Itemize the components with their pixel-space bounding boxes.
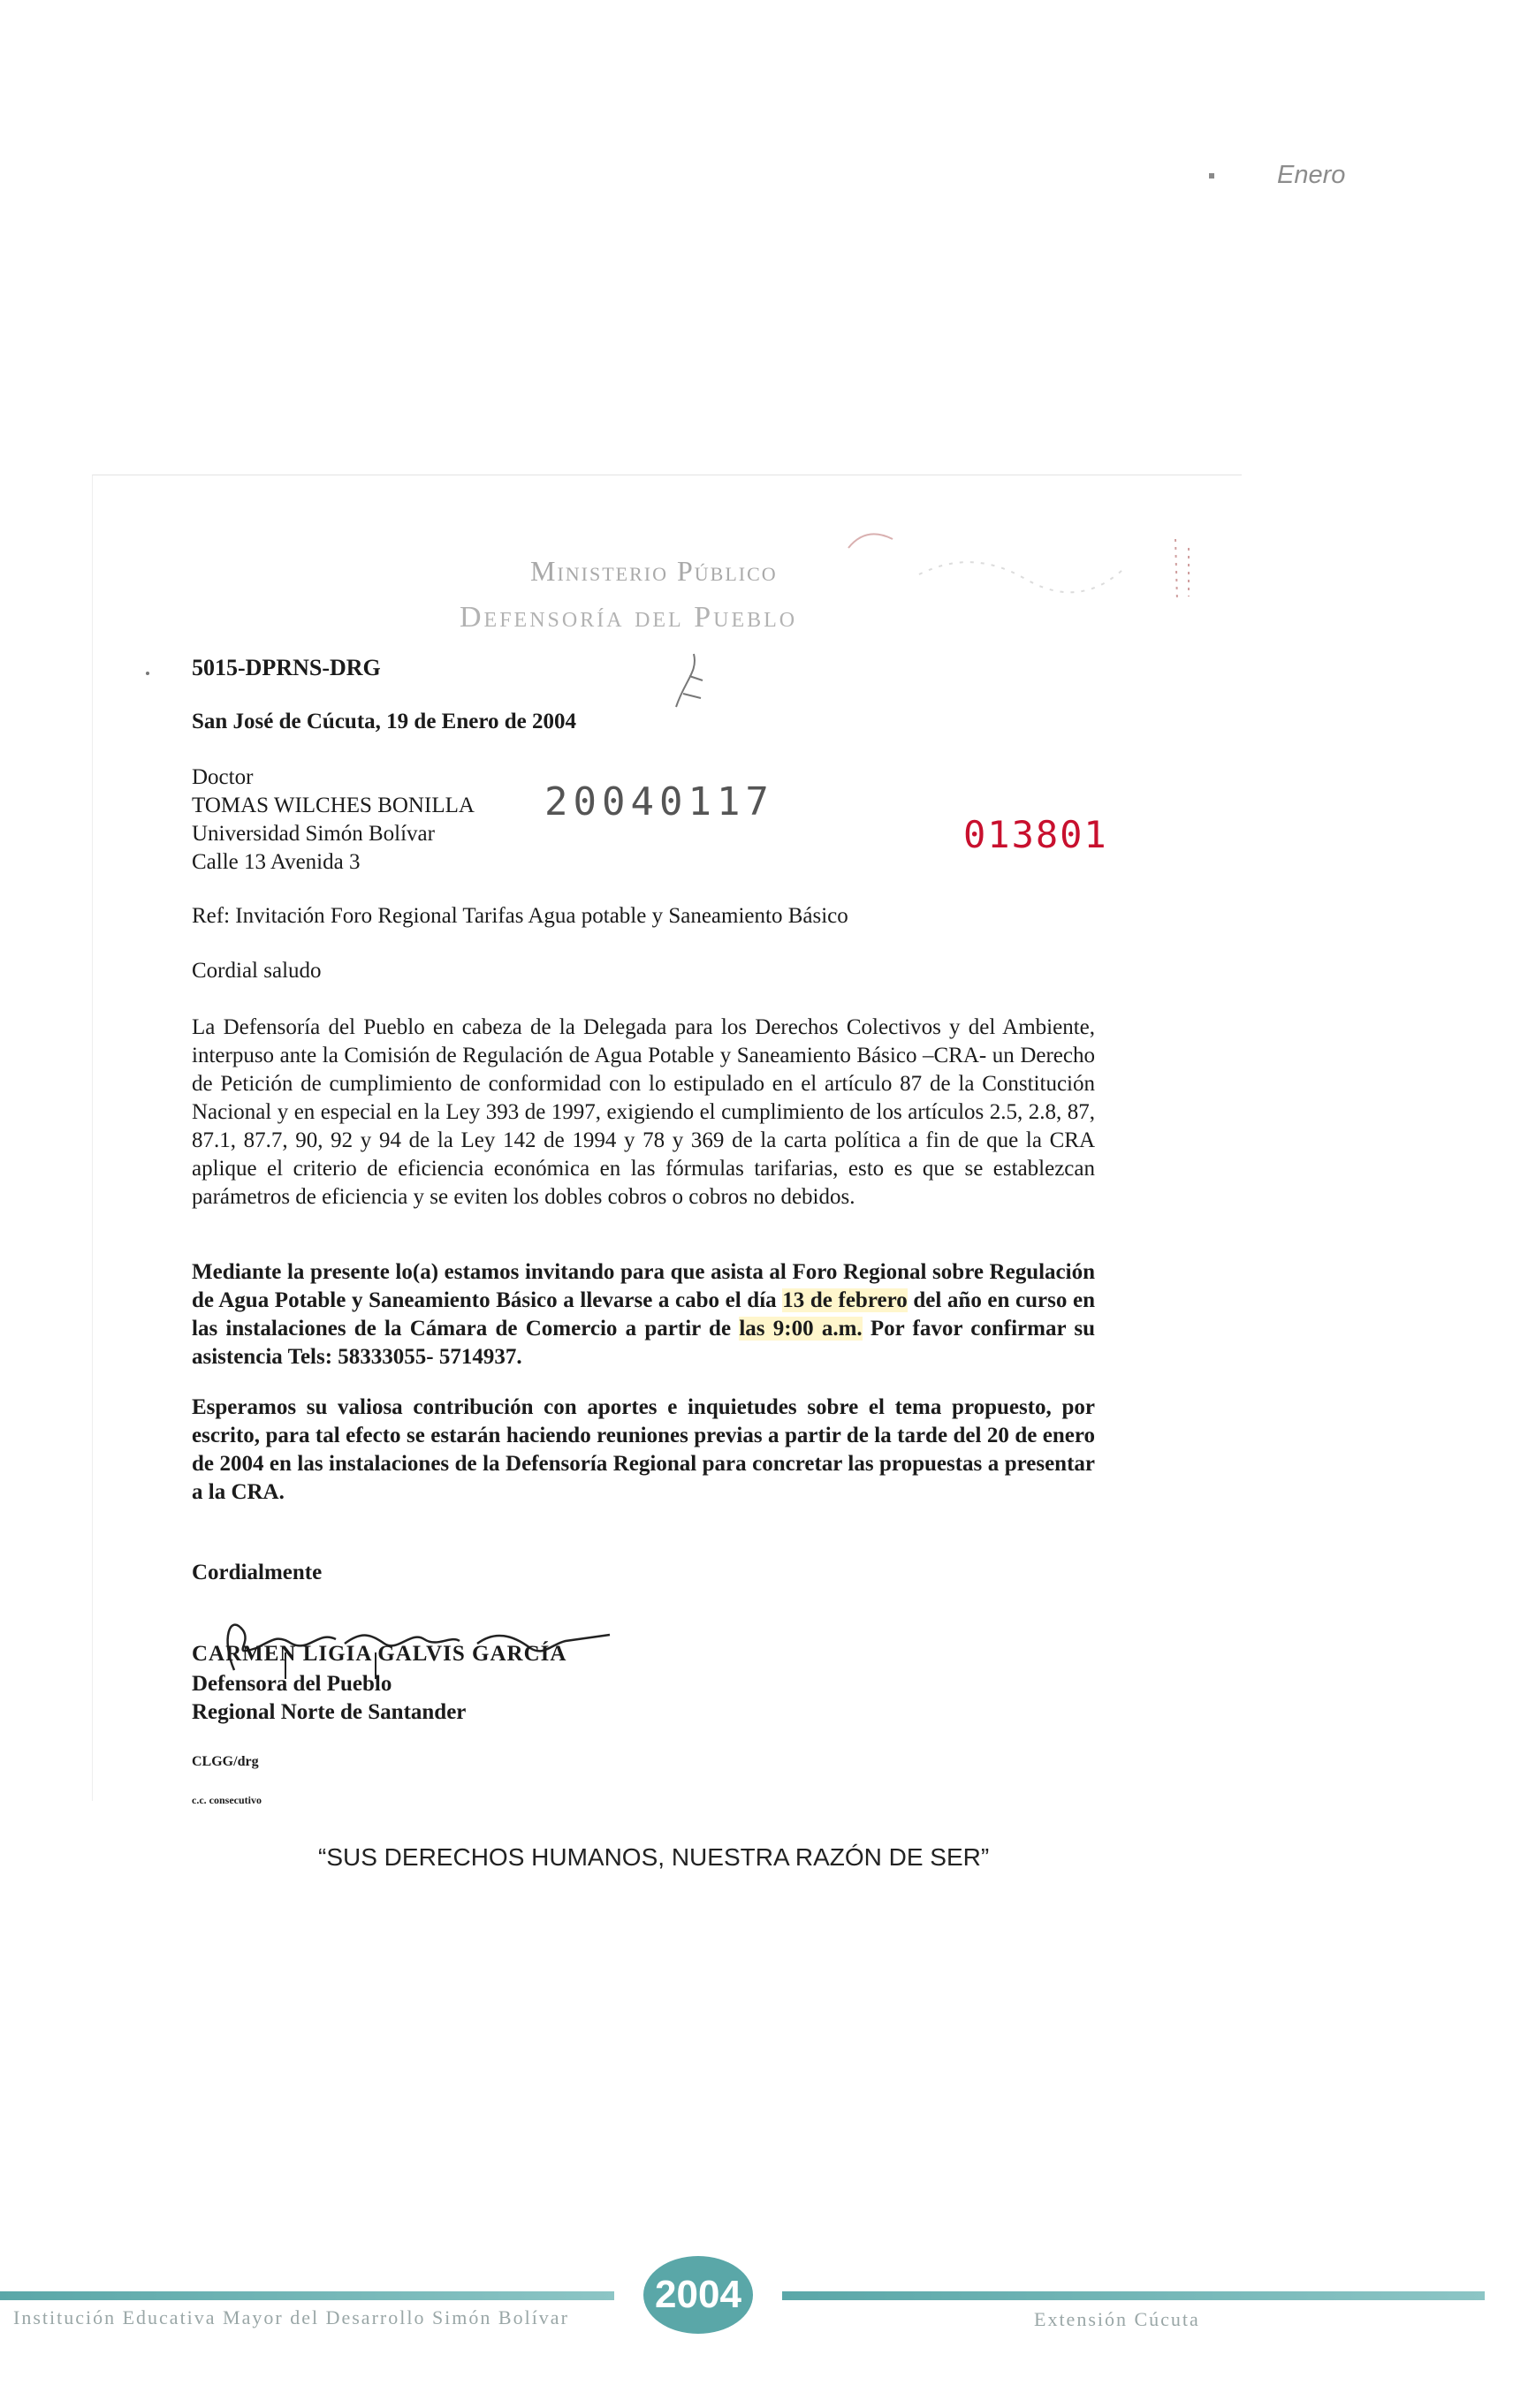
body-paragraph-2 — [192, 1258, 1095, 1371]
footer-campus: Extensión Cúcuta — [1034, 2308, 1200, 2330]
event-time: las 9:00 a.m. — [739, 1317, 863, 1341]
paragraph-2-text-b: del año en curso en las instalaciones de la Cámara de Comercio a partir de — [192, 1288, 1095, 1341]
date-stamp: 20040117 — [544, 779, 774, 824]
recipient-title: Doctor — [192, 765, 254, 789]
footer-year-logo — [636, 2249, 760, 2337]
letterhead-office: Defensoría del Pueblo — [460, 601, 798, 634]
signer-title: Defensora del Pueblo — [192, 1672, 392, 1696]
recipient-name: TOMAS WILCHES BONILLA — [192, 794, 475, 817]
header-month: Enero — [1277, 161, 1346, 189]
copy-note: c.c. consecutivo — [192, 1794, 262, 1806]
header-bullet — [1209, 173, 1214, 179]
body-paragraph-3: Esperamos su valiosa contribución con aportes e inquietudes sobre el tema propuesto, por escrito, para tal efecto se estarán haciendo reuniones previas a partir de la tarde del 20 de enero de 2004 en las instalaciones de la Defensoría Regional para concretar las propuestas a presentar a la CRA. — [192, 1395, 1095, 1504]
body-paragraph-1: La Defensoría del Pueblo en cabeza de la Delegada para los Derechos Colectivos y del Ambiente, interpuso ante la Comisión de Regulación de Agua Potable y Saneamiento Básico –CRA- un Derecho de Petición de cumplimiento de conformidad con lo estipulado en el artículo 87 de la Constitución Nacional y en especial en la Ley 393 de 1997, exigiendo el cumplimiento de los artículos 2.5, 2.8, 87, 87.1, 87.7, 90, 92 y 94 de la Ley 142 de 1994 y 78 y 369 de la carta política a fin de que la CRA aplique el criterio de eficiencia económica en las fórmulas tarifarias, esto es que se establezcan parámetros de eficiencia y se eviten los dobles cobros o cobros no debidos. — [192, 1015, 1095, 1209]
closing: Cordialmente — [192, 1561, 323, 1584]
footer-institution: Institución Educativa Mayor del Desarrollo Simón Bolívar — [13, 2306, 569, 2328]
paragraph-2-text-c: Por favor confirmar su asistencia Tels: 58333055- 5714937. — [192, 1317, 1095, 1369]
motto: “SUS DERECHOS HUMANOS, NUESTRA RAZÓN DE SER” — [318, 1843, 990, 1871]
signer-name: CARMEN LIGIA GALVIS GARCÍA — [192, 1642, 567, 1666]
letter-date: San José de Cúcuta, 19 de Enero de 2004 — [192, 710, 576, 733]
reference-initials: CLGG/drg — [192, 1754, 259, 1769]
footer-bar-left — [0, 2291, 614, 2300]
faint-stamp-mark — [831, 521, 1220, 619]
event-date: 13 de febrero — [782, 1288, 908, 1312]
margin-dot — [146, 672, 149, 675]
recipient-address: Calle 13 Avenida 3 — [192, 850, 361, 874]
number-stamp: 013801 — [963, 813, 1108, 856]
footer-bar-right — [782, 2291, 1485, 2300]
reference-code: 5015-DPRNS-DRG — [192, 655, 381, 680]
recipient-institution: Universidad Simón Bolívar — [192, 822, 435, 846]
handwritten-initials — [667, 645, 711, 716]
footer-year: 2004 — [655, 2273, 741, 2316]
letterhead-ministry: Ministerio Público — [530, 555, 778, 587]
subject-line: Ref: Invitación Foro Regional Tarifas Agua potable y Saneamiento Básico — [192, 904, 848, 928]
paragraph-2-text-a: Mediante la presente lo(a) estamos invitando para que asista al Foro Regional sobre Regulación de Agua Potable y Saneamiento Básico a llevarse a cabo el día — [192, 1260, 1095, 1312]
greeting: Cordial saludo — [192, 959, 322, 983]
signer-region: Regional Norte de Santander — [192, 1700, 467, 1724]
